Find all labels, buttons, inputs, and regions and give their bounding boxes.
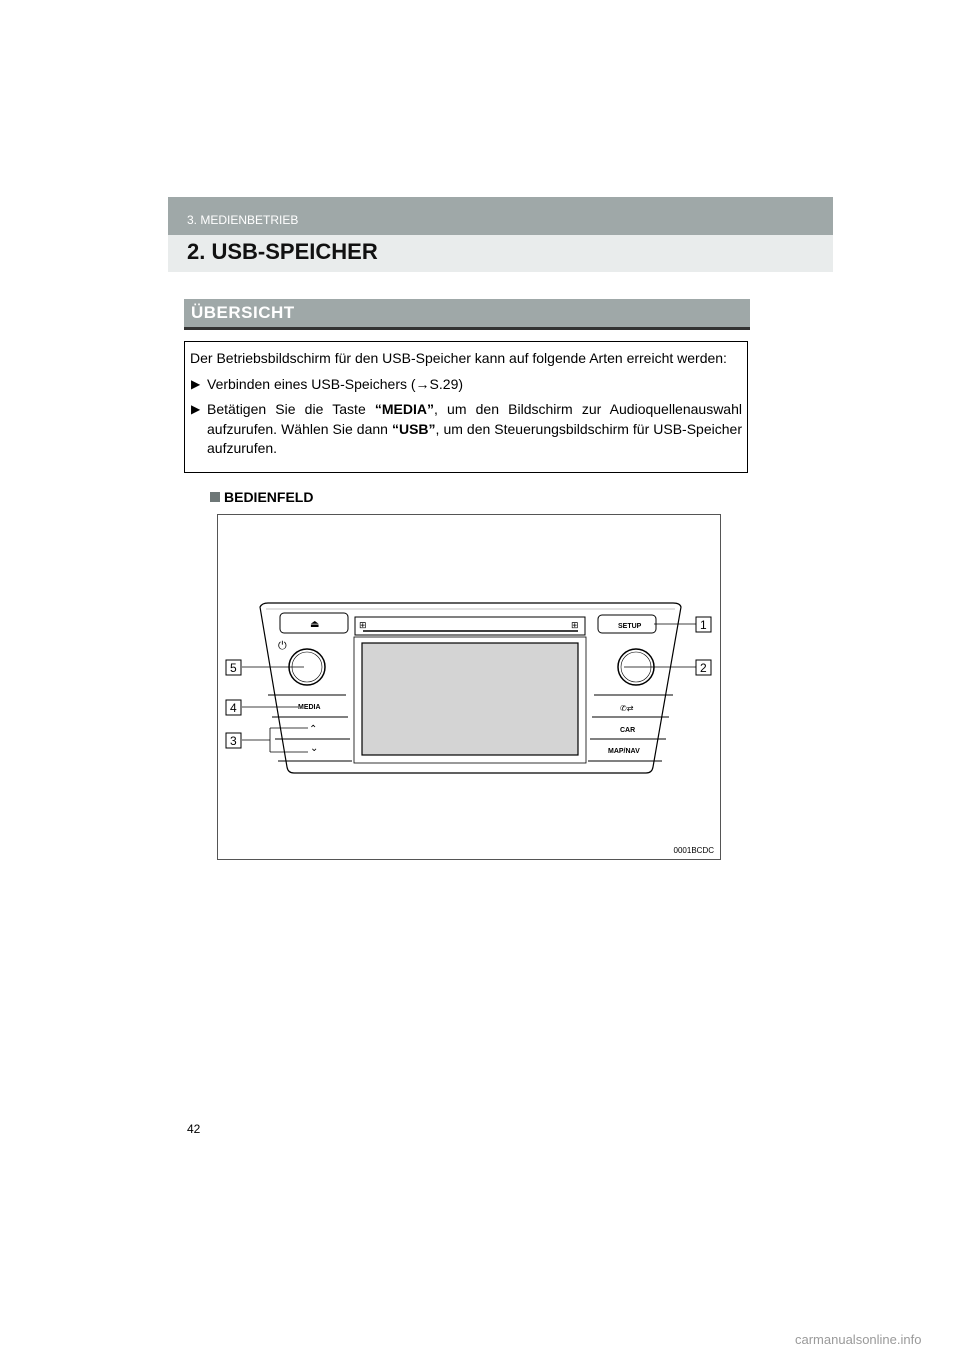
svg-text:4: 4 xyxy=(230,701,237,715)
triangle-right-icon: ▶ xyxy=(191,376,201,391)
page-number: 42 xyxy=(187,1122,201,1136)
setup-label: SETUP xyxy=(618,623,642,630)
subsection-heading xyxy=(210,489,313,505)
bullet-2-mid: , um den Bildschirm zur Audioquellenauswahl aufzurufen. Wählen Sie dann xyxy=(207,401,742,437)
overview-bullet-2 xyxy=(190,400,742,459)
bullet-2-post: , um den Steuerungsbildschirm für USB-Speicher aufzurufen. xyxy=(207,420,742,456)
overview-box xyxy=(184,341,748,473)
title-bar xyxy=(168,235,833,272)
page-title: 2. USB-SPEICHER xyxy=(187,239,378,264)
power-icon: ⏻ xyxy=(278,639,287,652)
svg-text:3: 3 xyxy=(230,734,237,748)
svg-text:1: 1 xyxy=(700,618,707,632)
svg-text:5: 5 xyxy=(230,661,237,675)
chapter-header xyxy=(168,197,833,235)
triangle-right-icon: ▶ xyxy=(191,402,201,416)
watermark: carmanualsonline.info xyxy=(795,1332,922,1347)
bullet-2-pre: Betätigen Sie die Taste xyxy=(207,401,375,417)
chevron-down-icon: ⌄ xyxy=(310,743,319,754)
overview-bullet-1 xyxy=(190,375,742,395)
bullet-1-text: Verbinden eines USB-Speichers (→S.29) xyxy=(207,375,464,392)
section-title: ÜBERSICHT xyxy=(191,303,295,322)
car-label: CAR xyxy=(620,727,636,734)
map-nav-label: MAP/NAV xyxy=(608,748,640,755)
svg-text:⊞: ⊞ xyxy=(359,621,367,631)
cd-slot xyxy=(355,617,585,635)
control-panel-illustration xyxy=(218,515,722,861)
bullet-2-media: “MEDIA” xyxy=(374,401,434,417)
section-rule xyxy=(184,327,750,330)
chapter-label: 3. MEDIENBETRIEB xyxy=(187,213,299,227)
chevron-up-icon: ⌃ xyxy=(309,724,318,735)
svg-text:⊞: ⊞ xyxy=(571,621,579,631)
phone-icon: ✆⇄ xyxy=(620,704,634,713)
subsection-title: BEDIENFELD xyxy=(224,489,314,505)
control-panel-figure xyxy=(217,514,721,860)
svg-text:2: 2 xyxy=(700,661,707,675)
eject-icon: ⏏ xyxy=(310,619,320,630)
bullet-2-usb: “USB” xyxy=(391,420,436,437)
media-label: MEDIA xyxy=(298,704,321,711)
square-bullet-icon xyxy=(210,492,220,502)
overview-intro: Der Betriebsbildschirm für den USB-Speicher kann auf folgende Arten erreicht werden: xyxy=(190,350,727,366)
figure-code: 0001BCDC xyxy=(673,846,714,855)
section-title-bar xyxy=(184,299,750,327)
display-screen xyxy=(362,643,578,755)
